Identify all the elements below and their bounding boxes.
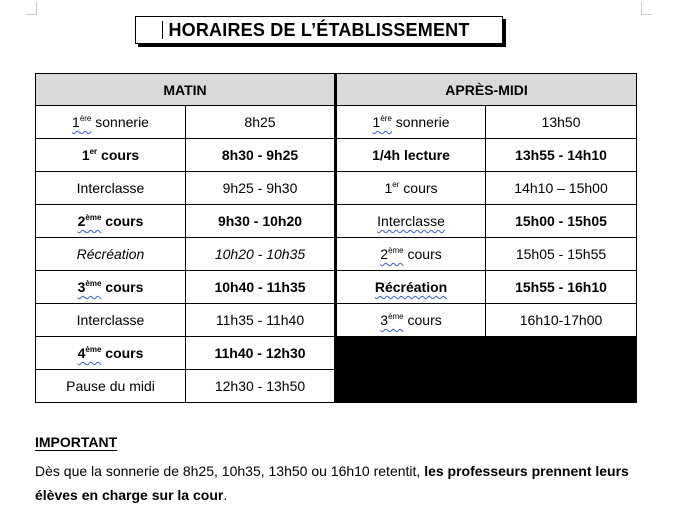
important-note: Dès que la sonnerie de 8h25, 10h35, 13h50 ou 16h10 retentit, les professeurs prennent leurs élèves en charge sur la cour. [35, 463, 629, 503]
text-cursor [162, 21, 163, 39]
afternoon-time: 13h55 - 14h10 [486, 139, 637, 172]
table-row [36, 304, 637, 337]
afternoon-event: 1ère sonnerie [336, 106, 486, 139]
header-morning: MATIN [36, 74, 336, 106]
morning-event: Interclasse [36, 172, 186, 205]
morning-event: 1er cours [36, 139, 186, 172]
morning-event: 1ère sonnerie [36, 106, 186, 139]
title-box [135, 16, 503, 44]
afternoon-event: Récréation [336, 271, 486, 304]
table-row [36, 337, 637, 370]
morning-time: 9h25 - 9h30 [186, 172, 336, 205]
afternoon-time: 15h55 - 16h10 [486, 271, 637, 304]
morning-time: 11h35 - 11h40 [186, 304, 336, 337]
afternoon-blank-block [336, 337, 637, 403]
afternoon-time: 15h05 - 15h55 [486, 238, 637, 271]
page-corner-mark-left [26, 2, 37, 15]
morning-time: 10h40 - 11h35 [186, 271, 336, 304]
page-corner-mark-right [641, 2, 652, 15]
morning-event: 4ème cours [36, 337, 186, 370]
afternoon-event: 3ème cours [336, 304, 486, 337]
page-title: HORAIRES DE L’ÉTABLISSEMENT [168, 19, 470, 40]
morning-time: 10h20 - 10h35 [186, 238, 336, 271]
afternoon-time: 15h00 - 15h05 [486, 205, 637, 238]
morning-time: 12h30 - 13h50 [186, 370, 336, 403]
table-row [36, 106, 637, 139]
afternoon-time: 13h50 [486, 106, 637, 139]
morning-time: 8h25 [186, 106, 336, 139]
morning-time: 11h40 - 12h30 [186, 337, 336, 370]
table-row [36, 271, 637, 304]
morning-time: 8h30 - 9h25 [186, 139, 336, 172]
table-row [36, 205, 637, 238]
header-afternoon: APRÈS-MIDI [336, 74, 637, 106]
morning-event: 3ème cours [36, 271, 186, 304]
morning-event: 2ème cours [36, 205, 186, 238]
table-row [36, 238, 637, 271]
afternoon-time: 14h10 – 15h00 [486, 172, 637, 205]
important-heading: IMPORTANT [35, 434, 118, 450]
morning-event: Récréation [36, 238, 186, 271]
afternoon-event: 2ème cours [336, 238, 486, 271]
table-header-row [36, 74, 637, 106]
morning-event: Pause du midi [36, 370, 186, 403]
morning-time: 9h30 - 10h20 [186, 205, 336, 238]
afternoon-event: 1er cours [336, 172, 486, 205]
afternoon-event: 1/4h lecture [336, 139, 486, 172]
afternoon-event: Interclasse [336, 205, 486, 238]
morning-event: Interclasse [36, 304, 186, 337]
afternoon-time: 16h10-17h00 [486, 304, 637, 337]
table-row [36, 139, 637, 172]
table-row [36, 172, 637, 205]
schedule-table [35, 73, 637, 403]
